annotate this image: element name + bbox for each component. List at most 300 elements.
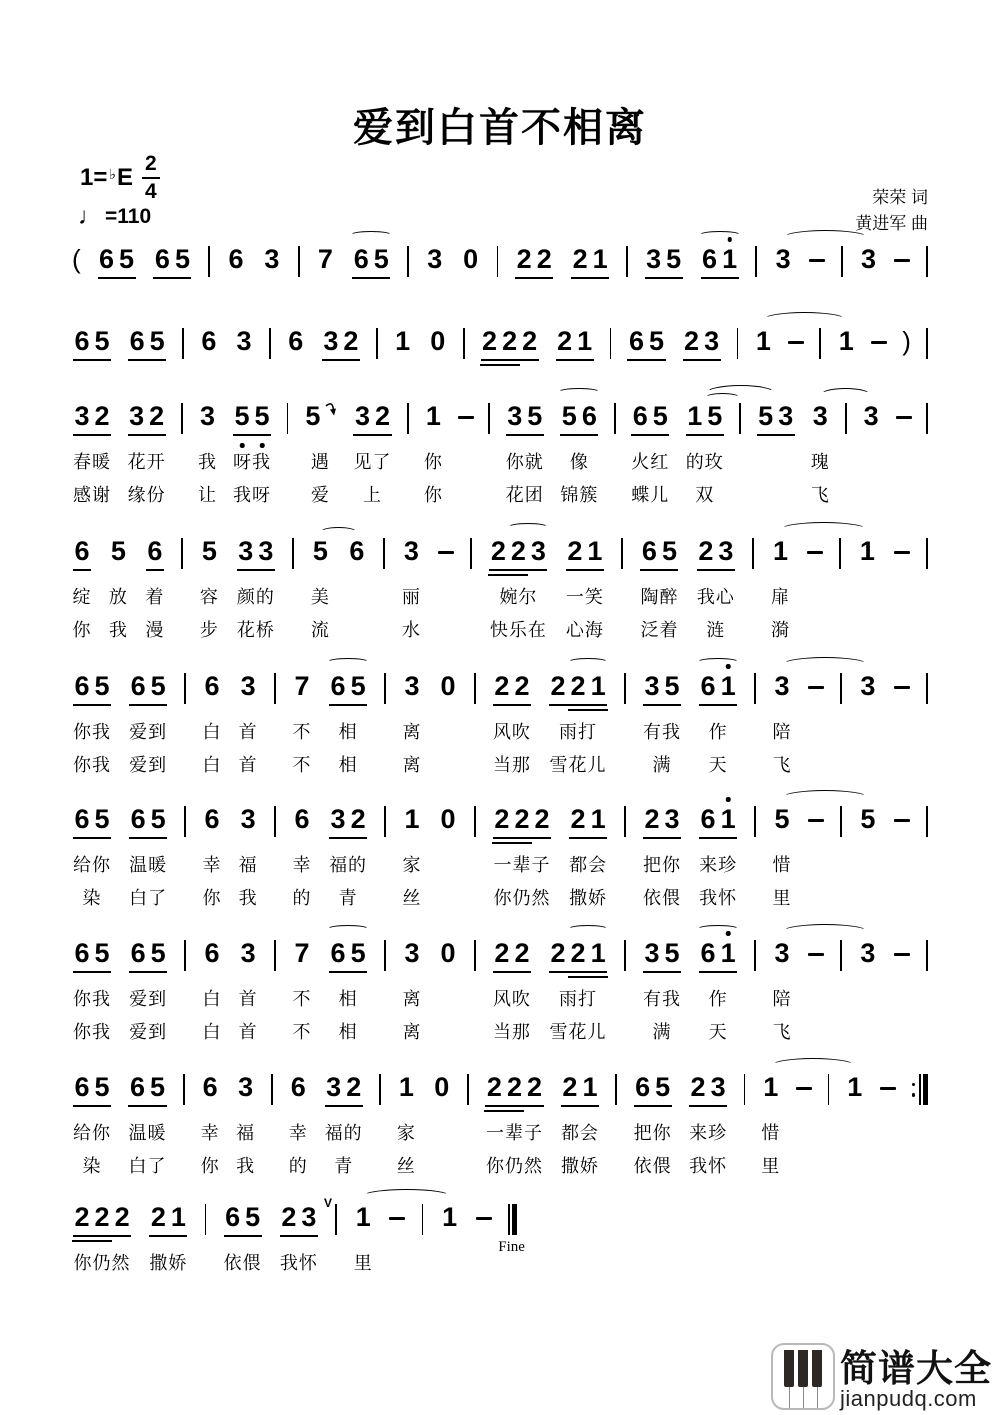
- note-group: 6 5: [97, 243, 137, 287]
- score-line: [72, 243, 928, 287]
- lyric-syllable: 天: [708, 754, 728, 775]
- note-group: 3 3 颜的 花桥: [236, 535, 276, 645]
- score-line: [72, 937, 928, 1047]
- note-group: 6 幸 你: [200, 1071, 220, 1181]
- lyric-syllable: 离: [402, 1021, 422, 1042]
- note-group: 7: [317, 244, 333, 274]
- barline: [208, 243, 210, 287]
- lyric-syllable: 里: [353, 1252, 373, 1273]
- note-group: 3 2 花开 缘份: [127, 400, 167, 510]
- breath-mark: V: [323, 1196, 332, 1210]
- lyric-syllable: 泛着: [640, 619, 679, 640]
- measure-row: [72, 937, 928, 1047]
- meter-denominator: 4: [145, 180, 157, 204]
- barline: [754, 670, 756, 780]
- lyric-syllable: 相: [338, 1021, 358, 1042]
- score-line: [72, 400, 928, 510]
- lyric-syllable: 相: [338, 754, 358, 775]
- high-octave-dot: [726, 797, 731, 802]
- lyric-syllable: 首: [238, 754, 258, 775]
- barline: [497, 243, 499, 287]
- eighth-underline: [149, 1235, 187, 1237]
- note-group: 3 5 有我 满: [642, 937, 682, 1047]
- eighth-underline: [129, 971, 167, 973]
- barline: [926, 325, 928, 369]
- slur-arc: [508, 523, 548, 531]
- barline: [274, 937, 276, 1047]
- barline: [819, 325, 821, 369]
- score-line: [72, 670, 928, 780]
- note-group: 6 5 给你 染: [72, 803, 112, 913]
- dash-extension: [894, 243, 910, 287]
- eighth-underline: [645, 277, 683, 279]
- barline: [287, 400, 289, 510]
- tie-arc: [705, 393, 740, 402]
- barline: [298, 243, 300, 287]
- lyric-syllable: 你我: [73, 721, 112, 742]
- score-line: [72, 1071, 928, 1181]
- eighth-underline: [73, 569, 91, 571]
- barline: [839, 535, 841, 645]
- eighth-underline: [485, 1105, 543, 1107]
- barline: [474, 937, 476, 1047]
- barline: [621, 535, 623, 645]
- lyric-syllable: 满: [652, 1021, 672, 1042]
- barline: [184, 803, 186, 913]
- tie-arc: [320, 527, 357, 537]
- lyric-syllable: 你我: [73, 754, 112, 775]
- eighth-underline: [560, 434, 598, 436]
- lyric-syllable: 白: [202, 754, 222, 775]
- song-title: 爱到白首不相离: [353, 106, 647, 150]
- eighth-underline: [549, 704, 607, 706]
- rest-note: 0: [440, 804, 456, 834]
- barline: [926, 535, 928, 645]
- lyric-syllable: 漪: [770, 619, 790, 640]
- eighth-underline: [481, 359, 539, 361]
- note-group: 1 5 的玫 双: [685, 400, 725, 510]
- time-signature: [142, 152, 160, 204]
- tempo-value: =110: [105, 205, 152, 228]
- barline: [610, 325, 612, 369]
- note-group: 6: [201, 326, 217, 356]
- tie-arc: [782, 924, 868, 939]
- lyric-syllable: 不: [292, 721, 312, 742]
- eighth-underline: [631, 434, 669, 436]
- slur-arc: [699, 231, 741, 239]
- eighth-underline: [489, 569, 547, 571]
- barline: [292, 535, 294, 645]
- lyric-syllable: 涟: [706, 619, 726, 640]
- dash-extension: [880, 1071, 896, 1181]
- lyric-syllable: 我: [238, 887, 258, 908]
- tie-arc: [771, 1058, 855, 1073]
- note-group: 6 幸 的: [292, 803, 312, 913]
- measure-row: [72, 325, 928, 369]
- lyric-syllable: 我怀: [689, 1155, 728, 1176]
- barline: [624, 803, 626, 913]
- lyric-syllable: 的: [288, 1155, 308, 1176]
- lyric-syllable: 白了: [129, 887, 168, 908]
- lyric-syllable: 遇: [310, 451, 330, 472]
- lyric-syllable: 我呀: [233, 484, 272, 505]
- barline: [624, 670, 626, 780]
- lyric-syllable: 爱到: [129, 754, 168, 775]
- barline: [184, 670, 186, 780]
- eighth-underline: [98, 277, 136, 279]
- eighth-underline: [643, 704, 681, 706]
- note-group: 6 5 给你 染: [72, 1071, 112, 1181]
- lyric-syllable: 相: [338, 721, 358, 742]
- eighth-underline: [146, 569, 164, 571]
- lyric-syllable: 作: [708, 988, 728, 1009]
- lyric-syllable: 锦簇: [560, 484, 599, 505]
- lyric-syllable: 见了: [353, 451, 392, 472]
- barline: [754, 937, 756, 1047]
- note-group: 5 3: [756, 400, 796, 510]
- dash-extension: [458, 400, 474, 510]
- note-group: 6 5 温暖 白了: [128, 803, 168, 913]
- lyric-syllable: 幸: [200, 1122, 220, 1143]
- lyric-syllable: 水: [401, 619, 421, 640]
- note-group: 3 我 让: [197, 400, 217, 510]
- note-group: 2 3: [682, 325, 722, 369]
- barline: [383, 535, 385, 645]
- eighth-underline: [697, 569, 735, 571]
- lyric-syllable: 扉: [770, 586, 790, 607]
- eighth-underline: [627, 359, 665, 361]
- note-group: 3: [775, 244, 791, 274]
- eighth-underline: [128, 359, 166, 361]
- lyric-syllable: 惜: [772, 854, 792, 875]
- lyric-syllable: 我怀: [699, 887, 738, 908]
- note-group: 6 5 依偎: [223, 1201, 263, 1278]
- lyric-syllable: 漫: [145, 619, 165, 640]
- barline: [183, 1071, 185, 1181]
- lyric-syllable: 把你: [642, 854, 681, 875]
- rest-note: 0: [463, 244, 479, 274]
- barline: [755, 243, 757, 287]
- note-group: 5 放 我: [108, 535, 128, 645]
- eighth-underline: [515, 277, 553, 279]
- tie-arc: [780, 522, 867, 537]
- note-group: 6 1 作 天: [698, 670, 738, 780]
- lyric-syllable: 飞: [772, 1021, 792, 1042]
- barline: [463, 325, 465, 369]
- note-group: 2 3 V 我怀: [279, 1201, 319, 1278]
- note-group: 1: [838, 326, 854, 356]
- lyricist-credit: 荣荣 词: [872, 188, 928, 207]
- lyric-syllable: 首: [238, 1021, 258, 1042]
- note-group: 2 1 都会 撒娇: [560, 1071, 600, 1181]
- note-group: 2 1 撒娇: [148, 1201, 188, 1278]
- lyric-syllable: 我: [236, 1155, 256, 1176]
- lyric-syllable: 快乐在: [489, 619, 547, 640]
- eighth-underline: [280, 1235, 318, 1237]
- lyric-syllable: 一辈子: [493, 854, 551, 875]
- eighth-underline: [493, 971, 531, 973]
- dash-extension: [894, 937, 910, 1047]
- eighth-underline: [561, 1105, 599, 1107]
- eighth-underline: [699, 704, 737, 706]
- note-group: 2 2 2 一辈子 你仍然: [484, 1071, 544, 1181]
- lyric-syllable: 撒娇: [149, 1252, 188, 1273]
- lyric-syllable: 雪花儿: [549, 1021, 607, 1042]
- sixteenth-underline: [72, 1240, 112, 1242]
- lyric-syllable: 呀我: [233, 451, 272, 472]
- eighth-underline: [571, 277, 609, 279]
- piano-keys-icon: [771, 1343, 835, 1410]
- note-group: 1: [859, 536, 875, 566]
- note-group: 6 5: [626, 325, 666, 369]
- dash-extension: [894, 803, 910, 913]
- lyric-syllable: 里: [772, 887, 792, 908]
- note-group: 6 5 陶醉 泛着: [639, 535, 679, 645]
- lyric-syllable: 青: [338, 887, 358, 908]
- barline: [739, 400, 741, 510]
- lyric-syllable: 陶醉: [640, 586, 679, 607]
- lyric-syllable: 依偎: [633, 1155, 672, 1176]
- lyric-syllable: 你仍然: [485, 1155, 543, 1176]
- barline: [274, 670, 276, 780]
- note-group: 6 5 相 相: [328, 670, 368, 780]
- rest-note: 0: [440, 938, 456, 968]
- note-group: 6 5 相 相: [328, 937, 368, 1047]
- note-group: 1 你 你: [423, 400, 443, 510]
- lyric-syllable: 福: [236, 1122, 256, 1143]
- barline: [182, 325, 184, 369]
- lyric-syllable: 温暖: [128, 1122, 167, 1143]
- lyric-syllable: 美: [310, 586, 330, 607]
- low-octave-dot: [260, 443, 265, 448]
- note-group: 6 5 你我 你我: [72, 937, 112, 1047]
- eighth-underline: [129, 837, 167, 839]
- note-group: 3 陪 飞: [772, 937, 792, 1047]
- note-group: 3 2 福的 青: [328, 803, 368, 913]
- barline: [269, 325, 271, 369]
- barline: [840, 803, 842, 913]
- barline: [274, 803, 276, 913]
- barline: [752, 535, 754, 645]
- note-group: 2 2 2 一辈子 你仍然: [492, 803, 552, 913]
- note-group: 6 5: [72, 325, 112, 369]
- lyric-syllable: 爱到: [129, 1021, 168, 1042]
- lyric-syllable: 火红: [631, 451, 670, 472]
- note-group: 3 2 见了 上: [352, 400, 392, 510]
- lyric-syllable: 白: [202, 721, 222, 742]
- dash-extension: [438, 535, 454, 645]
- note-group: 6 5 火红 蝶儿: [630, 400, 670, 510]
- note-group: 2 2 风吹 当那: [492, 937, 532, 1047]
- lyric-syllable: 我: [197, 451, 217, 472]
- lyric-syllable: 作: [708, 721, 728, 742]
- lyric-syllable: 温暖: [129, 854, 168, 875]
- lyric-syllable: 你: [200, 1155, 220, 1176]
- eighth-underline: [353, 434, 391, 436]
- lyric-syllable: 不: [292, 754, 312, 775]
- note-group: 6 幸 你: [202, 803, 222, 913]
- eighth-underline: [73, 704, 111, 706]
- barline: [488, 400, 490, 510]
- lyric-syllable: 白: [202, 988, 222, 1009]
- lyric-syllable: 像: [569, 451, 589, 472]
- barline: [422, 1201, 424, 1278]
- fine-label: Fine: [498, 1239, 525, 1255]
- score-line: [72, 325, 928, 369]
- eighth-underline: [73, 434, 111, 436]
- eighth-underline: [73, 359, 111, 361]
- eighth-underline: [643, 837, 681, 839]
- eighth-underline: [352, 277, 390, 279]
- barline: [384, 670, 386, 780]
- lyric-syllable: 春暖: [73, 451, 112, 472]
- eighth-underline: [129, 704, 167, 706]
- measure-row: [72, 243, 928, 287]
- rest-note: 0: [440, 671, 456, 701]
- dash-extension: [896, 400, 912, 510]
- barline: [828, 1071, 830, 1181]
- barline: [845, 400, 847, 510]
- barline: [737, 325, 739, 369]
- note-group: 2 2 1 雨打 雪花儿: [548, 937, 608, 1047]
- dash-extension: [476, 1201, 492, 1278]
- note-group: 3 5 有我 满: [642, 670, 682, 780]
- note-group: 1: [442, 1202, 458, 1232]
- lyric-syllable: 青: [334, 1155, 354, 1176]
- lyric-syllable: 上: [362, 484, 382, 505]
- note-group: 6: [288, 326, 304, 356]
- eighth-underline: [643, 971, 681, 973]
- note-group: 6 5 你我 你我: [72, 670, 112, 780]
- barline: [614, 400, 616, 510]
- lyric-syllable: 风吹: [492, 721, 531, 742]
- lyric-syllable: 你: [72, 619, 92, 640]
- note-group: 6 白 白: [202, 670, 222, 780]
- lyric-syllable: 白了: [128, 1155, 167, 1176]
- slide-down-ornament: [325, 401, 338, 417]
- eighth-underline: [757, 434, 795, 436]
- lyric-syllable: 都会: [560, 1122, 599, 1143]
- note-group: 5 6 像 锦簇: [559, 400, 599, 510]
- note-group: 5 遇 爱: [303, 400, 338, 510]
- eighth-underline: [549, 971, 607, 973]
- note-group: 7 不 不: [292, 937, 312, 1047]
- note-group: 1: [755, 326, 771, 356]
- note-group: 3 离 离: [402, 937, 422, 1047]
- lyric-syllable: 雨打: [559, 988, 598, 1009]
- tie-arc: [783, 230, 868, 245]
- barline: [271, 1071, 273, 1181]
- lyric-syllable: 里: [761, 1155, 781, 1176]
- lyric-syllable: 流: [310, 619, 330, 640]
- dash-extension: [796, 1071, 812, 1181]
- barline: [926, 803, 928, 913]
- slur-arc: [697, 925, 739, 933]
- lyric-syllable: 爱到: [129, 721, 168, 742]
- lyric-syllable: 我: [108, 619, 128, 640]
- eighth-underline: [556, 359, 594, 361]
- lyric-syllable: 步: [199, 619, 219, 640]
- lyric-syllable: 给你: [73, 854, 112, 875]
- lyric-syllable: 心海: [565, 619, 604, 640]
- barline: [926, 400, 928, 510]
- note-group: 1 惜 里: [761, 1071, 781, 1181]
- eighth-underline: [128, 1105, 166, 1107]
- lyric-syllable: 我心: [696, 586, 735, 607]
- note-group: 3: [860, 244, 876, 274]
- eighth-underline: [73, 1105, 111, 1107]
- lyric-syllable: 你我: [73, 1021, 112, 1042]
- slur-arc: [697, 658, 739, 666]
- note-group: 6 5 爱到 爱到: [128, 670, 168, 780]
- note-group: 2 3 把你 依偎: [642, 803, 682, 913]
- barline: [626, 243, 628, 287]
- note-group: 3 陪 飞: [772, 670, 792, 780]
- note-group: 2 2 2 你仍然: [72, 1201, 132, 1278]
- note-group: 3: [863, 401, 879, 431]
- barline: [181, 535, 183, 645]
- flat-sign: ♭: [109, 165, 116, 182]
- lyric-syllable: 双: [695, 484, 715, 505]
- note-group: 2 2 1 雨打 雪花儿: [548, 670, 608, 780]
- note-group: 3: [264, 244, 280, 274]
- lyric-syllable: 感谢: [73, 484, 112, 505]
- barline: [184, 937, 186, 1047]
- barline: [470, 535, 472, 645]
- barline: [754, 803, 756, 913]
- paren-mark: (: [72, 244, 81, 274]
- lyric-syllable: 你就: [505, 451, 544, 472]
- lyric-syllable: 爱到: [129, 988, 168, 1009]
- lyric-syllable: 福的: [324, 1122, 363, 1143]
- barline: [407, 400, 409, 510]
- lyric-syllable: 着: [145, 586, 165, 607]
- lyric-syllable: 你: [423, 451, 443, 472]
- score-line: [72, 803, 928, 913]
- barline: [379, 1071, 381, 1181]
- note-group: 3 5 你就 花团: [505, 400, 545, 510]
- dash-extension: [871, 325, 887, 369]
- note-group: 3: [860, 671, 876, 701]
- note-group: 2 3 来珍 我怀: [688, 1071, 728, 1181]
- measure-row: [72, 400, 928, 510]
- note-group: 3 2: [321, 325, 361, 369]
- note-group: 3 首 首: [238, 937, 258, 1047]
- score-line: [72, 535, 928, 645]
- eighth-underline: [566, 569, 604, 571]
- paren-mark: ): [902, 326, 911, 356]
- logo-domain: jianpudq.com: [840, 1386, 977, 1411]
- barline: [474, 670, 476, 780]
- note-group: 1: [847, 1072, 863, 1102]
- lyric-syllable: 依偎: [223, 1252, 262, 1273]
- note-group: 6 5: [127, 325, 167, 369]
- lyric-syllable: 撒娇: [569, 887, 608, 908]
- note-group: 3 丽 水: [401, 535, 421, 645]
- lyric-syllable: 一辈子: [485, 1122, 543, 1143]
- composer-credit: 黄进军 曲: [855, 214, 928, 233]
- eighth-underline: [699, 971, 737, 973]
- slur-arc: [568, 658, 608, 666]
- lyric-syllable: 花桥: [236, 619, 275, 640]
- sixteenth-underline: [480, 364, 520, 366]
- lyric-syllable: 丝: [396, 1155, 416, 1176]
- lyric-syllable: 家: [402, 854, 422, 875]
- barline: [841, 243, 843, 287]
- barline: [624, 937, 626, 1047]
- eighth-underline: [73, 1235, 131, 1237]
- lyric-syllable: 一笑: [565, 586, 604, 607]
